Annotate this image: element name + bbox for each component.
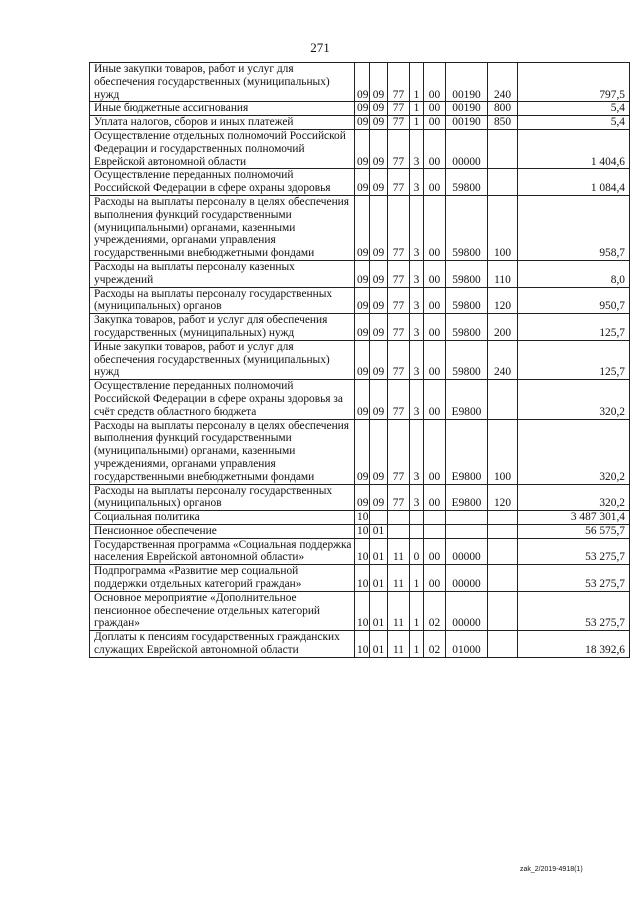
cell-p3: 00 xyxy=(424,260,446,287)
cell-p4: 01000 xyxy=(446,631,488,658)
cell-p3: 00 xyxy=(424,340,446,379)
cell-p4: 00190 xyxy=(446,102,488,116)
cell-name: Расходы на выплаты персоналу государственных (муниципальных) органов xyxy=(90,287,355,314)
cell-p1: 77 xyxy=(388,340,410,379)
cell-name: Иные бюджетные ассигнования xyxy=(90,102,355,116)
cell-name: Осуществление отдельных полномочий Российской Федерации и государственных полномочий Еврейской автономной области xyxy=(90,129,355,168)
cell-pr: 09 xyxy=(370,116,388,130)
cell-p4: E9800 xyxy=(446,380,488,419)
cell-p2 xyxy=(410,511,424,525)
cell-p2: 3 xyxy=(410,380,424,419)
cell-vr: 240 xyxy=(488,63,518,102)
cell-p2: 1 xyxy=(410,102,424,116)
cell-rz: 10 xyxy=(355,631,370,658)
cell-rz: 10 xyxy=(355,524,370,538)
cell-vr xyxy=(488,511,518,525)
page-number: 271 xyxy=(310,40,330,55)
cell-sum: 5,4 xyxy=(518,116,630,130)
cell-p2: 3 xyxy=(410,169,424,196)
cell-name: Расходы на выплаты персоналу казенных учреждений xyxy=(90,260,355,287)
cell-sum: 5,4 xyxy=(518,102,630,116)
cell-sum: 125,7 xyxy=(518,314,630,341)
cell-p2: 3 xyxy=(410,195,424,260)
cell-p1: 11 xyxy=(388,591,410,630)
cell-vr: 100 xyxy=(488,195,518,260)
cell-name: Иные закупки товаров, работ и услуг для обеспечения государственных (муниципальных) нужд xyxy=(90,63,355,102)
cell-p4: 59800 xyxy=(446,260,488,287)
cell-name: Уплата налогов, сборов и иных платежей xyxy=(90,116,355,130)
cell-rz: 10 xyxy=(355,538,370,565)
cell-name: Иные закупки товаров, работ и услуг для обеспечения государственных (муниципальных) нужд xyxy=(90,340,355,379)
cell-pr: 01 xyxy=(370,591,388,630)
cell-name: Пенсионное обеспечение xyxy=(90,524,355,538)
cell-vr: 800 xyxy=(488,102,518,116)
cell-vr xyxy=(488,380,518,419)
cell-p1 xyxy=(388,524,410,538)
document-footer: zak_2/2019-4918(1) xyxy=(520,866,583,873)
cell-sum: 56 575,7 xyxy=(518,524,630,538)
cell-p1: 11 xyxy=(388,565,410,592)
table-row xyxy=(90,102,630,116)
cell-p1: 77 xyxy=(388,287,410,314)
table-row xyxy=(90,419,630,484)
cell-p2: 3 xyxy=(410,287,424,314)
cell-pr: 01 xyxy=(370,565,388,592)
cell-p2: 1 xyxy=(410,63,424,102)
cell-p3: 00 xyxy=(424,129,446,168)
cell-p4: 00000 xyxy=(446,565,488,592)
cell-pr xyxy=(370,511,388,525)
cell-sum: 320,2 xyxy=(518,419,630,484)
table-row xyxy=(90,129,630,168)
cell-rz: 10 xyxy=(355,511,370,525)
cell-p4 xyxy=(446,524,488,538)
cell-name: Доплаты к пенсиям государственных гражданских служащих Еврейской автономной области xyxy=(90,631,355,658)
cell-p2: 1 xyxy=(410,591,424,630)
cell-rz: 09 xyxy=(355,340,370,379)
cell-p3: 02 xyxy=(424,631,446,658)
cell-p1: 11 xyxy=(388,631,410,658)
cell-pr: 09 xyxy=(370,129,388,168)
cell-p4 xyxy=(446,511,488,525)
cell-p4: 00000 xyxy=(446,129,488,168)
cell-vr xyxy=(488,538,518,565)
table-row xyxy=(90,524,630,538)
cell-pr: 09 xyxy=(370,63,388,102)
cell-pr: 09 xyxy=(370,419,388,484)
cell-p4: 00190 xyxy=(446,63,488,102)
cell-p1: 11 xyxy=(388,538,410,565)
cell-rz: 09 xyxy=(355,195,370,260)
table-row xyxy=(90,631,630,658)
cell-p2: 3 xyxy=(410,484,424,511)
cell-p2: 3 xyxy=(410,419,424,484)
cell-p1: 77 xyxy=(388,116,410,130)
table-row xyxy=(90,340,630,379)
cell-p4: 00000 xyxy=(446,538,488,565)
cell-name: Осуществление переданных полномочий Российской Федерации в сфере охраны здоровья xyxy=(90,169,355,196)
cell-p4: 59800 xyxy=(446,195,488,260)
cell-p1: 77 xyxy=(388,314,410,341)
table-row xyxy=(90,591,630,630)
cell-pr: 01 xyxy=(370,538,388,565)
cell-vr: 120 xyxy=(488,484,518,511)
cell-pr: 09 xyxy=(370,102,388,116)
cell-pr: 09 xyxy=(370,340,388,379)
cell-sum: 53 275,7 xyxy=(518,565,630,592)
cell-vr: 240 xyxy=(488,340,518,379)
cell-sum: 3 487 301,4 xyxy=(518,511,630,525)
cell-p1: 77 xyxy=(388,419,410,484)
cell-vr xyxy=(488,169,518,196)
cell-sum: 1 084,4 xyxy=(518,169,630,196)
table-row xyxy=(90,116,630,130)
cell-p1 xyxy=(388,511,410,525)
cell-rz: 10 xyxy=(355,591,370,630)
cell-sum: 950,7 xyxy=(518,287,630,314)
cell-p1: 77 xyxy=(388,102,410,116)
table-row xyxy=(90,195,630,260)
cell-sum: 53 275,7 xyxy=(518,591,630,630)
cell-rz: 09 xyxy=(355,102,370,116)
cell-pr: 09 xyxy=(370,287,388,314)
cell-sum: 797,5 xyxy=(518,63,630,102)
cell-pr: 09 xyxy=(370,169,388,196)
cell-name: Социальная политика xyxy=(90,511,355,525)
table-row xyxy=(90,380,630,419)
cell-name: Расходы на выплаты персоналу в целях обеспечения выполнения функций государственными (муниципальными) органами, казенными учреждениями, органами управления государственными внебюджетными фондами xyxy=(90,195,355,260)
cell-pr: 09 xyxy=(370,195,388,260)
cell-sum: 8,0 xyxy=(518,260,630,287)
cell-p3: 00 xyxy=(424,380,446,419)
cell-rz: 09 xyxy=(355,129,370,168)
cell-rz: 09 xyxy=(355,63,370,102)
cell-rz: 09 xyxy=(355,287,370,314)
cell-vr xyxy=(488,591,518,630)
cell-p1: 77 xyxy=(388,129,410,168)
cell-p1: 77 xyxy=(388,380,410,419)
cell-vr: 850 xyxy=(488,116,518,130)
cell-p4: E9800 xyxy=(446,484,488,511)
cell-p3: 00 xyxy=(424,314,446,341)
cell-vr: 110 xyxy=(488,260,518,287)
cell-sum: 53 275,7 xyxy=(518,538,630,565)
cell-p1: 77 xyxy=(388,484,410,511)
cell-p4: 00000 xyxy=(446,591,488,630)
cell-rz: 09 xyxy=(355,116,370,130)
table-row xyxy=(90,260,630,287)
cell-sum: 18 392,6 xyxy=(518,631,630,658)
cell-pr: 09 xyxy=(370,484,388,511)
cell-name: Закупка товаров, работ и услуг для обеспечения государственных (муниципальных) нужд xyxy=(90,314,355,341)
cell-p3: 00 xyxy=(424,63,446,102)
cell-vr: 120 xyxy=(488,287,518,314)
cell-p4: 59800 xyxy=(446,287,488,314)
cell-vr xyxy=(488,129,518,168)
cell-pr: 09 xyxy=(370,260,388,287)
cell-pr: 01 xyxy=(370,524,388,538)
cell-p1: 77 xyxy=(388,195,410,260)
cell-vr: 200 xyxy=(488,314,518,341)
cell-p2: 1 xyxy=(410,116,424,130)
cell-p2: 3 xyxy=(410,129,424,168)
cell-p3: 00 xyxy=(424,565,446,592)
cell-p4: 59800 xyxy=(446,314,488,341)
cell-p1: 77 xyxy=(388,63,410,102)
cell-pr: 09 xyxy=(370,380,388,419)
cell-rz: 09 xyxy=(355,380,370,419)
cell-vr: 100 xyxy=(488,419,518,484)
table-row xyxy=(90,484,630,511)
cell-rz: 09 xyxy=(355,260,370,287)
cell-name: Осуществление переданных полномочий Российской Федерации в сфере охраны здоровья за счёт средств областного бюджета xyxy=(90,380,355,419)
cell-name: Расходы на выплаты персоналу государственных (муниципальных) органов xyxy=(90,484,355,511)
table-row xyxy=(90,314,630,341)
cell-p1: 77 xyxy=(388,260,410,287)
cell-sum: 1 404,6 xyxy=(518,129,630,168)
cell-p2: 1 xyxy=(410,631,424,658)
cell-pr: 01 xyxy=(370,631,388,658)
cell-p3: 00 xyxy=(424,195,446,260)
table-row xyxy=(90,287,630,314)
budget-table xyxy=(89,62,630,658)
cell-sum: 958,7 xyxy=(518,195,630,260)
cell-vr xyxy=(488,524,518,538)
cell-p3: 00 xyxy=(424,116,446,130)
cell-p2: 0 xyxy=(410,538,424,565)
cell-p2 xyxy=(410,524,424,538)
cell-p2: 1 xyxy=(410,565,424,592)
cell-p2: 3 xyxy=(410,340,424,379)
cell-p3: 00 xyxy=(424,102,446,116)
cell-p4: 59800 xyxy=(446,340,488,379)
cell-rz: 09 xyxy=(355,484,370,511)
cell-name: Основное мероприятие «Дополнительное пенсионное обеспечение отдельных категорий граждан» xyxy=(90,591,355,630)
cell-p3 xyxy=(424,524,446,538)
cell-p2: 3 xyxy=(410,260,424,287)
cell-sum: 320,2 xyxy=(518,484,630,511)
cell-p3: 02 xyxy=(424,591,446,630)
cell-p4: E9800 xyxy=(446,419,488,484)
cell-name: Государственная программа «Социальная поддержка населения Еврейской автономной области» xyxy=(90,538,355,565)
cell-p3: 00 xyxy=(424,419,446,484)
cell-vr xyxy=(488,631,518,658)
cell-p4: 00190 xyxy=(446,116,488,130)
cell-p2: 3 xyxy=(410,314,424,341)
cell-vr xyxy=(488,565,518,592)
cell-rz: 09 xyxy=(355,314,370,341)
table-row xyxy=(90,63,630,102)
cell-sum: 320,2 xyxy=(518,380,630,419)
cell-p1: 77 xyxy=(388,169,410,196)
cell-p3: 00 xyxy=(424,538,446,565)
cell-p4: 59800 xyxy=(446,169,488,196)
table-row xyxy=(90,169,630,196)
cell-sum: 125,7 xyxy=(518,340,630,379)
table-row xyxy=(90,511,630,525)
table-row xyxy=(90,565,630,592)
cell-name: Подпрограмма «Развитие мер социальной поддержки отдельных категорий граждан» xyxy=(90,565,355,592)
cell-rz: 10 xyxy=(355,565,370,592)
cell-p3: 00 xyxy=(424,287,446,314)
table-row xyxy=(90,538,630,565)
cell-p3: 00 xyxy=(424,169,446,196)
cell-p3 xyxy=(424,511,446,525)
cell-pr: 09 xyxy=(370,314,388,341)
cell-name: Расходы на выплаты персоналу в целях обеспечения выполнения функций государственными (муниципальными) органами, казенными учреждениями, органами управления государственными внебюджетными фондами xyxy=(90,419,355,484)
cell-rz: 09 xyxy=(355,419,370,484)
cell-p3: 00 xyxy=(424,484,446,511)
cell-rz: 09 xyxy=(355,169,370,196)
